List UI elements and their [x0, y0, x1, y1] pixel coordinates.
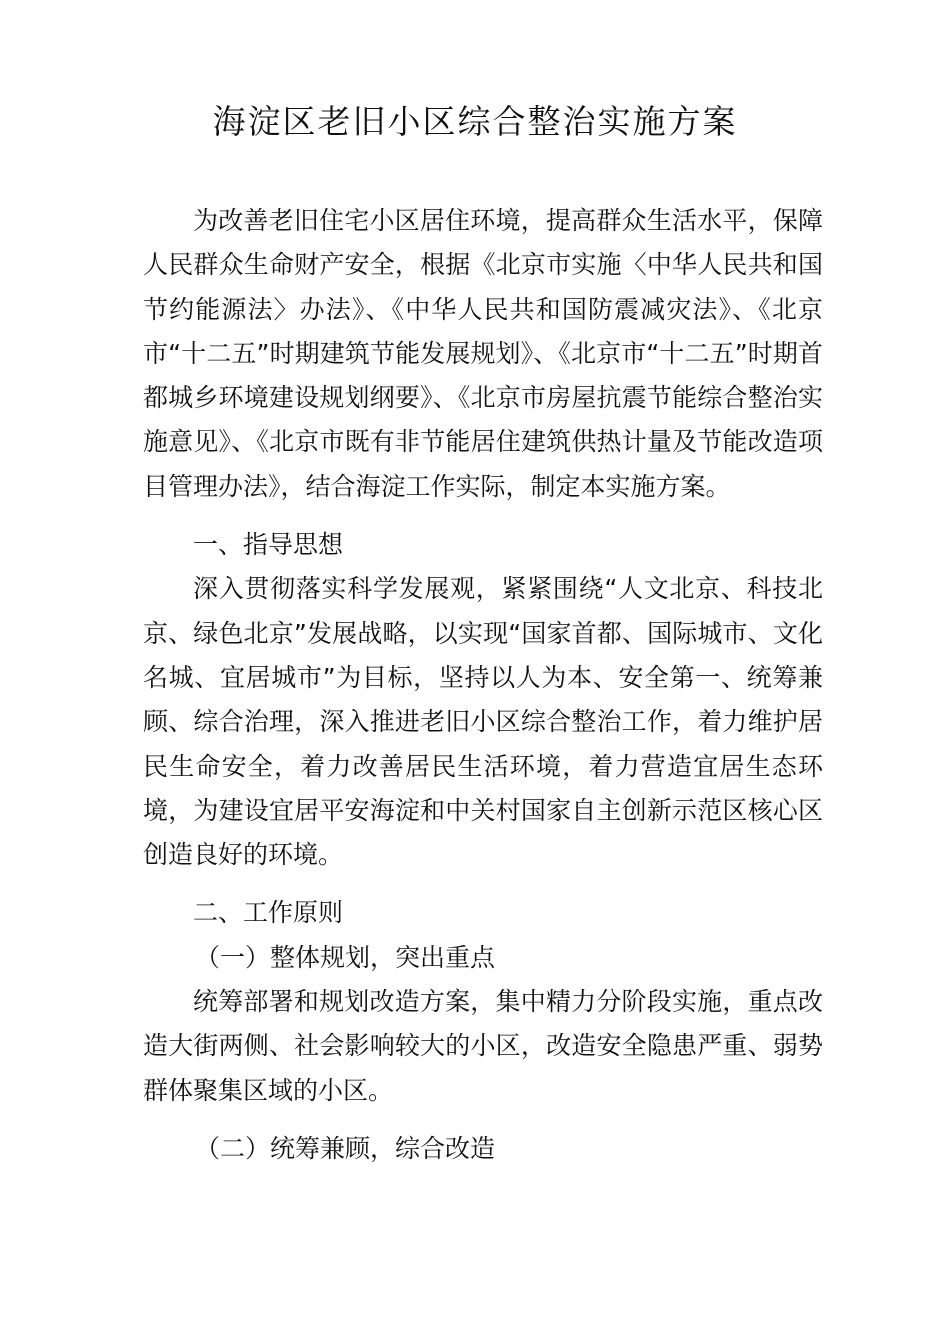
document-title: 海淀区老旧小区综合整治实施方案	[212, 102, 738, 141]
section-heading-work-principles: 二、工作原则	[193, 898, 344, 928]
subsection-heading-comprehensive-renovation: （二）统筹兼顾，综合改造	[195, 1133, 496, 1163]
guiding-ideology-paragraph: 深入贯彻落实科学发展观，紧紧围绕“人文北京、科技北京、绿色北京”发展战略，以实现“国家首都、国际城市、文化名城、宜居城市”为目标，坚持以人为本、安全第一、统筹兼顾、综合治理，深入推进老旧小区综合整治工作，着力维护居民生命安全，着力改善居民生活环境，着力营造宜居生态环境，为建设宜居平安海淀和中关村国家自主创新示范区核心区创造良好的环境。	[143, 574, 823, 870]
section-heading-guiding-ideology: 一、指导思想	[193, 530, 344, 560]
document-body	[143, 199, 823, 1171]
intro-paragraph: 为改善老旧住宅小区居住环境，提高群众生活水平，保障人民群众生命财产安全，根据《北京市实施〈中华人民共和国节约能源法〉办法》、《中华人民共和国防震减灾法》、《北京市“十二五”时期建筑节能发展规划》、《北京市“十二五”时期首都城乡环境建设规划纲要》、《北京市房屋抗震节能综合整治实施意见》、《北京市既有非节能居住建筑供热计量及节能改造项目管理办法》，结合海淀工作实际，制定本实施方案。	[143, 206, 823, 501]
subsection-heading-overall-planning: （一）整体规划，突出重点	[195, 942, 496, 972]
overall-planning-paragraph: 统筹部署和规划改造方案，集中精力分阶段实施，重点改造大街两侧、社会影响较大的小区，改造安全隐患严重、弱势群体聚集区域的小区。	[143, 987, 823, 1105]
